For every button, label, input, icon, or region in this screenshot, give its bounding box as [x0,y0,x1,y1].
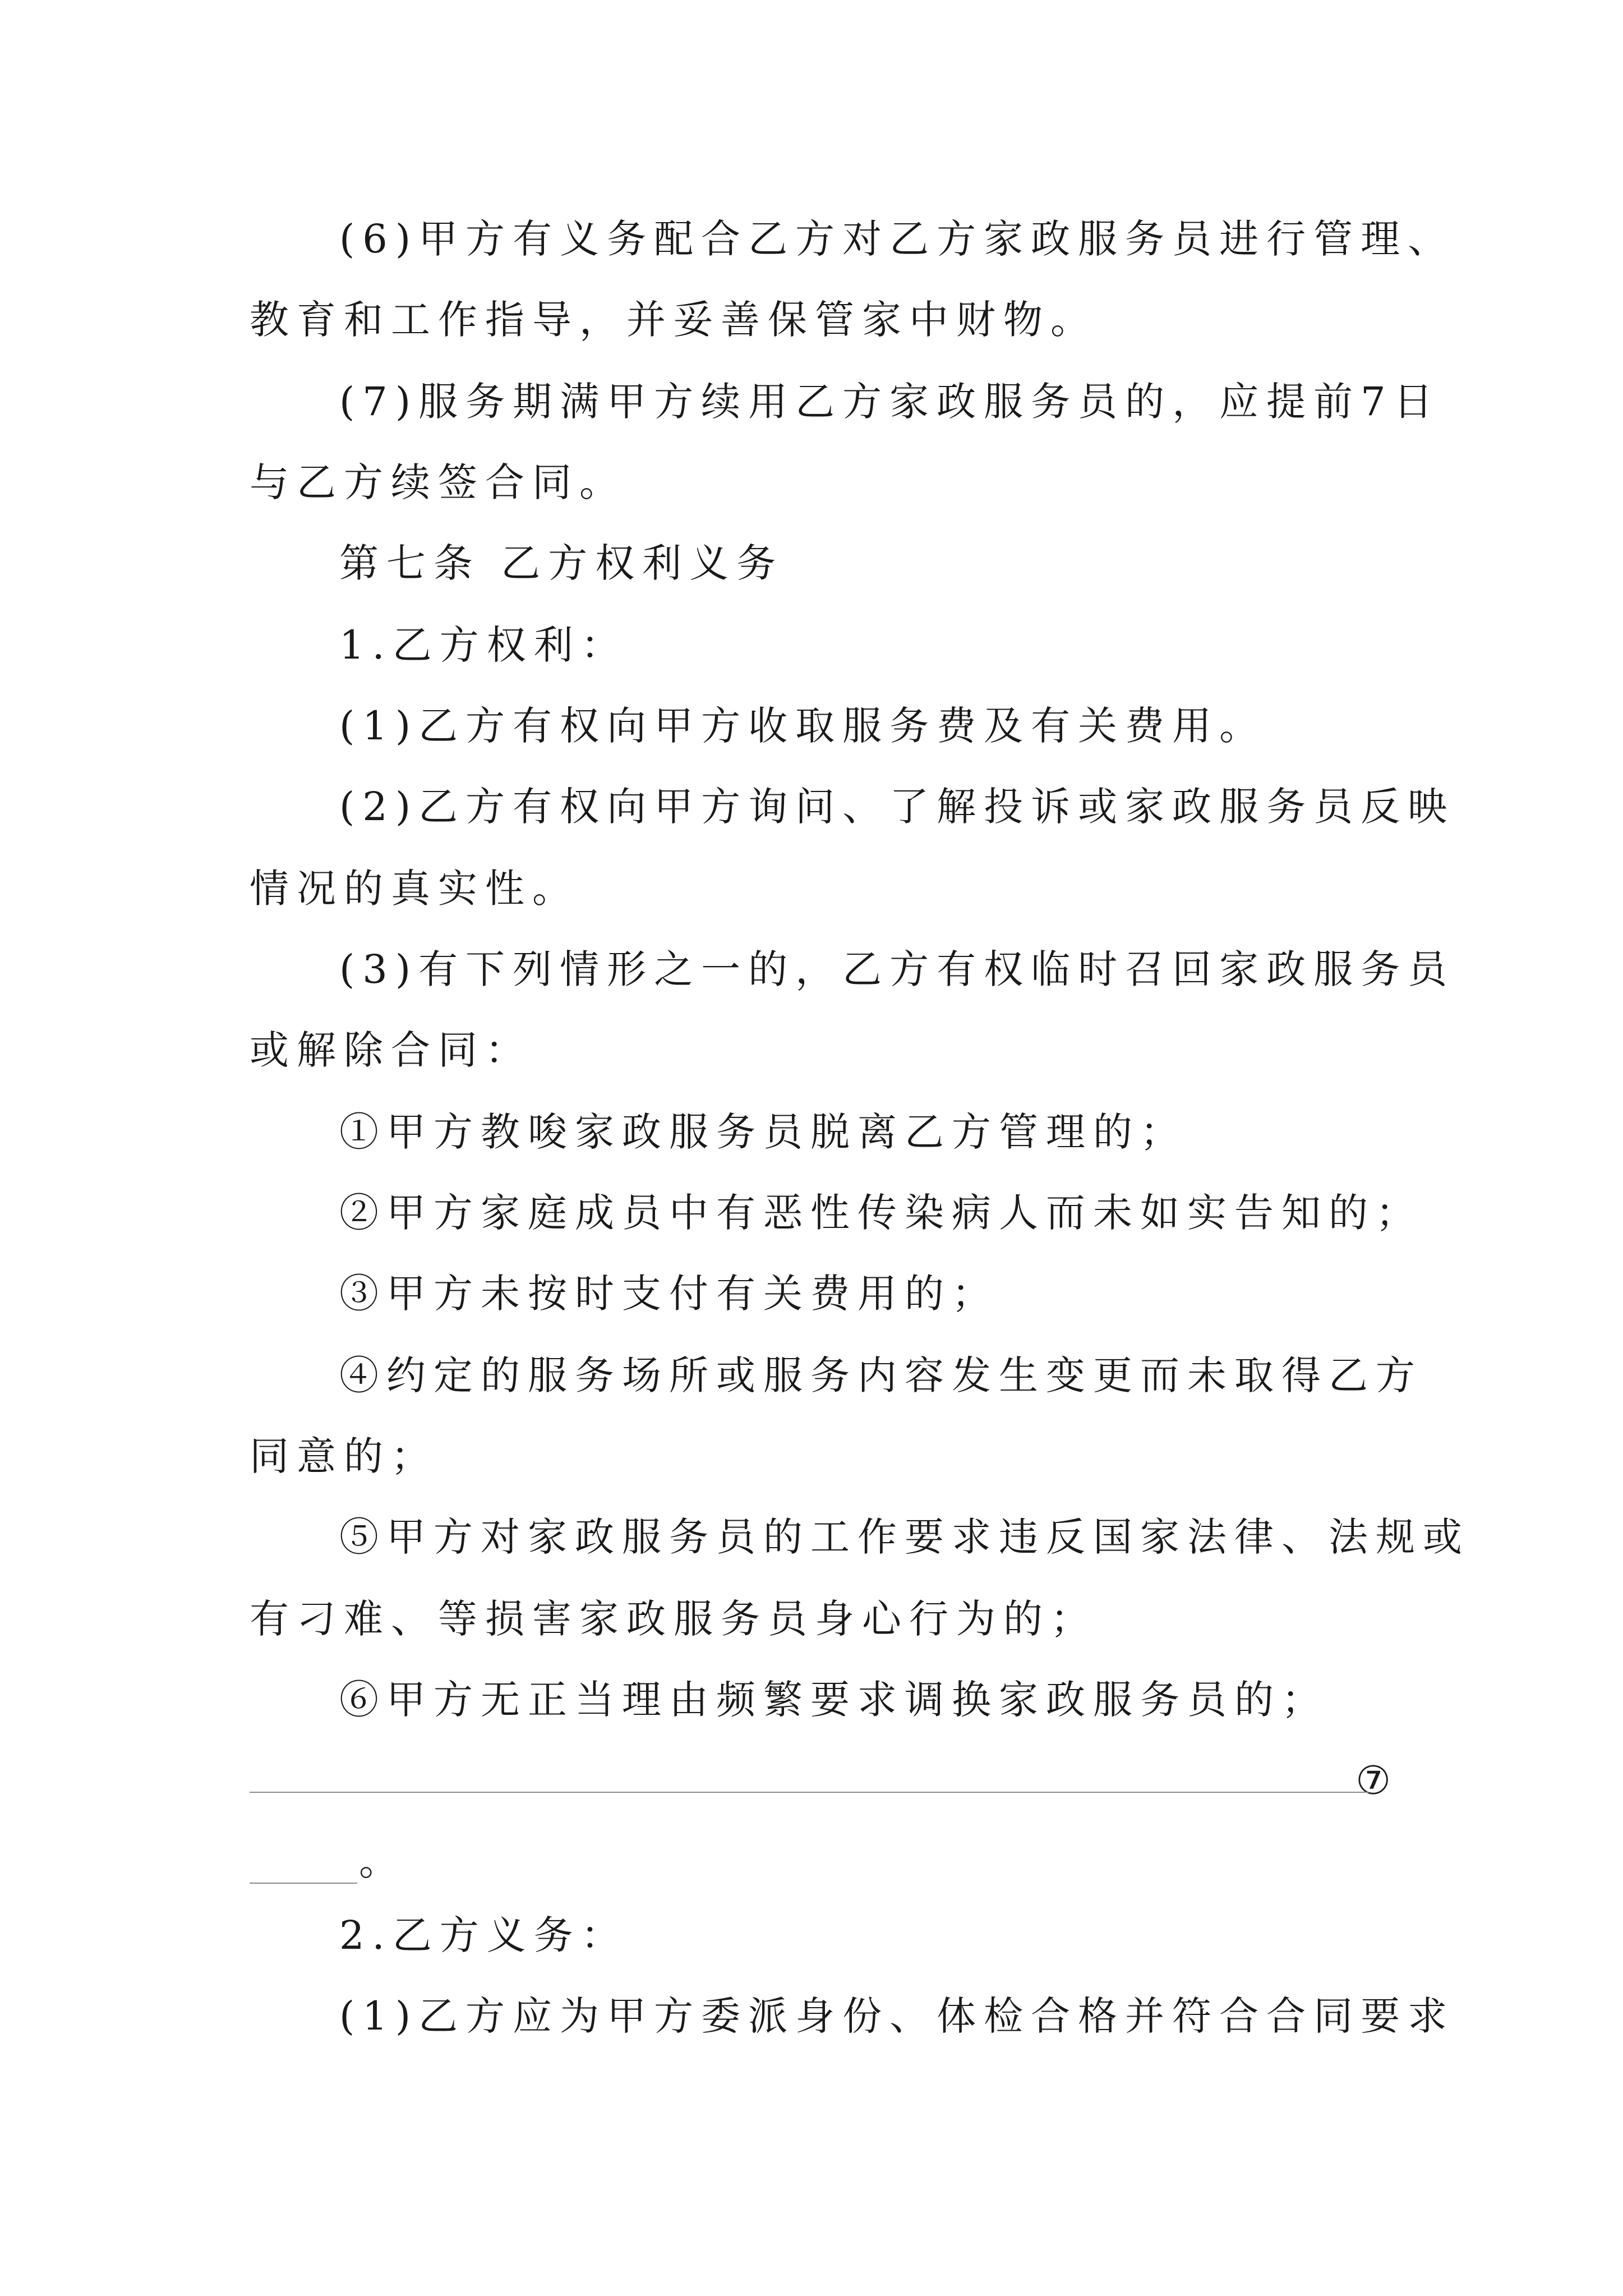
list-item-marker: ⑦ [1355,1757,1391,1803]
section-heading: 第七条 乙方权利义务 [339,540,784,586]
list-item: ①甲方教唆家政服务员脱离乙方管理的； [339,1109,1187,1155]
paragraph-line: 或解除合同： [250,1027,532,1073]
list-item: ②甲方家庭成员中有恶性传染病人而未如实告知的； [339,1190,1423,1236]
list-item: ③甲方未按时支付有关费用的； [339,1271,999,1317]
blank-underline-short [250,1883,357,1884]
paragraph-line: 教育和工作指导，并妥善保管家中财物。 [250,297,1098,343]
list-item: ⑥甲方无正当理由频繁要求调换家政服务员的； [339,1677,1329,1723]
paragraph-line: (1)乙方有权向甲方收取服务费及有关费用。 [339,703,1267,749]
paragraph-line: (1)乙方应为甲方委派身份、体检合格并符合合同要求 [339,1993,1455,2039]
blank-underline [250,1792,1369,1793]
paragraph-line: 同意的； [250,1433,438,1479]
list-item: ④约定的服务场所或服务内容发生变更而未取得乙方 [339,1352,1423,1398]
paragraph-line: 情况的真实性。 [250,866,579,912]
paragraph-line: (3)有下列情形之一的，乙方有权临时召回家政服务员 [339,946,1455,992]
closing-period: 。 [359,1838,398,1884]
subsection-heading: 1.乙方权利： [339,622,628,668]
list-item: ⑤甲方对家政服务员的工作要求违反国家法律、法规或 [339,1514,1470,1560]
paragraph-line: (2)乙方有权向甲方询问、了解投诉或家政服务员反映 [339,784,1455,830]
paragraph-line: (6)甲方有义务配合乙方对乙方家政服务员进行管理、 [339,216,1455,262]
paragraph-line: 与乙方续签合同。 [250,459,626,505]
paragraph-line: (7)服务期满甲方续用乙方家政服务员的，应提前7日 [339,379,1441,425]
paragraph-line: 有刁难、等损害家政服务员身心行为的； [250,1596,1098,1642]
subsection-heading: 2.乙方义务： [339,1912,628,1958]
